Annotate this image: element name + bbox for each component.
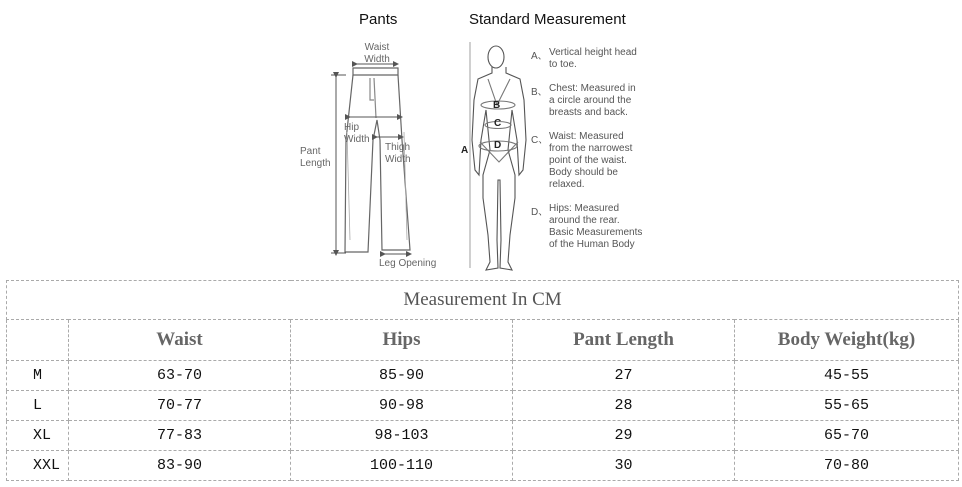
body-weight-value: 45-55	[735, 361, 959, 391]
body-weight-value: 55-65	[735, 391, 959, 421]
header-pant-length: Pant Length	[513, 320, 735, 361]
size-label: XL	[7, 421, 69, 451]
table-row	[7, 391, 959, 421]
table-row	[7, 451, 959, 481]
header-hips: Hips	[291, 320, 513, 361]
pant-length-value: 29	[513, 421, 735, 451]
pant-length-label: Pant Length	[300, 146, 331, 169]
note-letter-c: C、	[531, 135, 549, 146]
table-row	[7, 421, 959, 451]
note-d: Hips: Measured around the rear. Basic Measurements of the Human Body	[549, 203, 643, 250]
pant-length-value: 30	[513, 451, 735, 481]
hips-value: 90-98	[291, 391, 513, 421]
waist-width-label: Waist Width	[364, 42, 390, 65]
header-size	[7, 320, 69, 361]
table-caption: Measurement In CM	[7, 281, 959, 320]
note-b: Chest: Measured in a circle around the breasts and back.	[549, 83, 636, 118]
waist-value: 83-90	[69, 451, 291, 481]
size-label: XXL	[7, 451, 69, 481]
size-table	[6, 280, 959, 481]
header-body-weight: Body Weight(kg)	[735, 320, 959, 361]
note-letter-a: A、	[531, 51, 548, 62]
hips-value: 98-103	[291, 421, 513, 451]
figure-letter-b: B	[493, 100, 501, 111]
figure-letter-a: A	[461, 145, 469, 156]
table-row	[7, 361, 959, 391]
leg-opening-label: Leg Opening	[379, 258, 437, 269]
size-label: M	[7, 361, 69, 391]
pants-title: Pants	[359, 11, 398, 28]
note-c: Waist: Measured from the narrowest point of the waist. Body should be relaxed.	[549, 131, 633, 190]
note-a: Vertical height head to toe.	[549, 47, 637, 70]
note-letter-d: D、	[531, 207, 549, 218]
figure-letter-d: D	[494, 140, 502, 151]
pant-length-value: 27	[513, 361, 735, 391]
hips-value: 85-90	[291, 361, 513, 391]
table-header-row	[7, 320, 959, 361]
waist-value: 70-77	[69, 391, 291, 421]
waist-value: 77-83	[69, 421, 291, 451]
thigh-width-label: Thigh Width	[385, 142, 411, 165]
body-figure	[470, 42, 526, 270]
figure-letter-c: C	[494, 118, 502, 129]
note-letter-b: B、	[531, 87, 548, 98]
standard-measurement-title: Standard Measurement	[469, 11, 626, 28]
waist-value: 63-70	[69, 361, 291, 391]
size-label: L	[7, 391, 69, 421]
header-waist: Waist	[69, 320, 291, 361]
hips-value: 100-110	[291, 451, 513, 481]
hip-width-label: Hip Width	[344, 122, 370, 145]
body-weight-value: 70-80	[735, 451, 959, 481]
table-caption-row	[7, 281, 959, 320]
pant-length-value: 28	[513, 391, 735, 421]
body-weight-value: 65-70	[735, 421, 959, 451]
